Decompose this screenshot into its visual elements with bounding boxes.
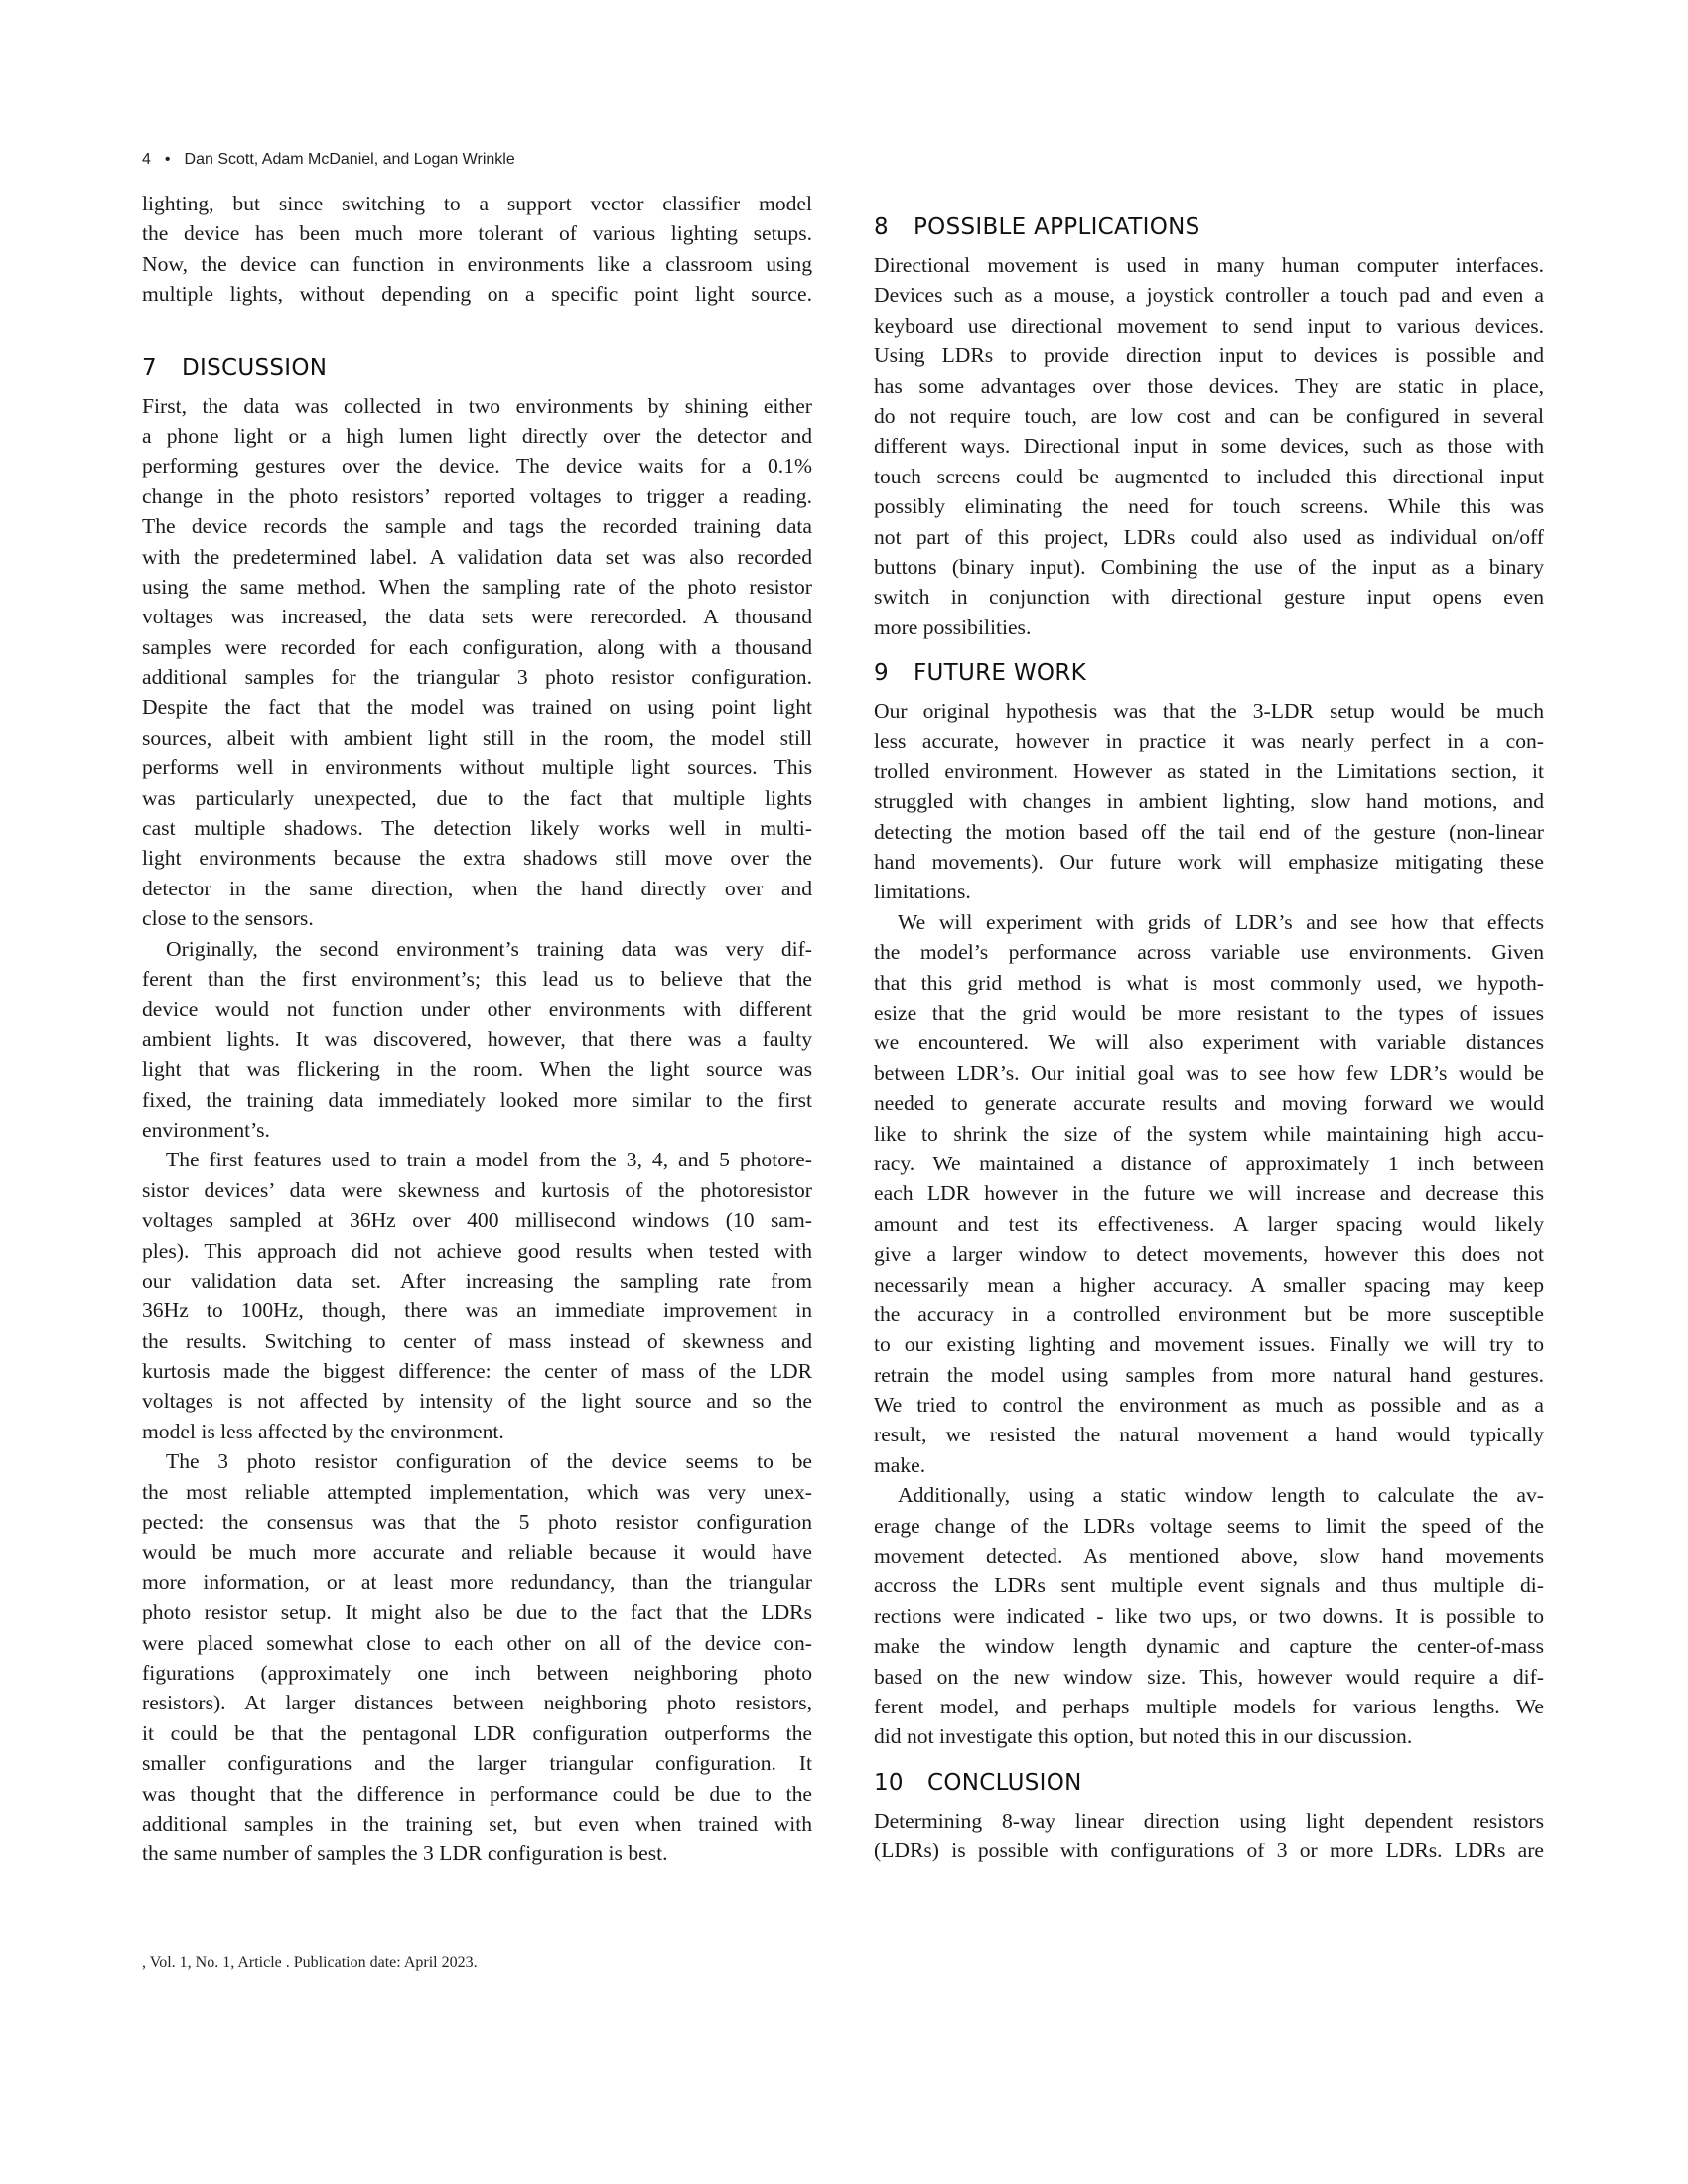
- text-line: Our original hypothesis was that the 3-LDR setup would be much: [874, 699, 1544, 724]
- text-line: Originally, the second environment’s training data was very dif-: [166, 936, 812, 961]
- text-line: voltages was increased, the data sets were rerecorded. A thousand: [142, 605, 812, 629]
- text-line: Despite the fact that the model was trained on using point light: [142, 695, 812, 720]
- section-title: CONCLUSION: [927, 1769, 1082, 1796]
- text-line: the results. Switching to center of mass instead of skewness and: [142, 1328, 812, 1353]
- text-line: multiple lights, without depending on a specific point light source.: [142, 282, 812, 307]
- text-line: resistors). At larger distances between neighboring photo resistors,: [142, 1691, 812, 1715]
- section-number: 10: [874, 1769, 904, 1796]
- text-line: lighting, but since switching to a support vector classifier model: [142, 192, 812, 215]
- text-line: smaller configurations and the larger triangular configuration. It: [142, 1751, 812, 1776]
- text-line: Devices such as a mouse, a joystick controller a touch pad and even a: [874, 283, 1544, 308]
- text-line: kurtosis made the biggest difference: the center of mass of the LDR: [142, 1359, 812, 1384]
- text-line: the same number of samples the 3 LDR configuration is best.: [142, 1842, 668, 1866]
- text-line: detecting the motion based off the tail end of the gesture (non-linear: [874, 819, 1544, 844]
- text-line: necessarily mean a higher accuracy. A smaller spacing may keep: [874, 1272, 1544, 1297]
- text-line: amount and test its effectiveness. A larger spacing would likely: [874, 1211, 1544, 1236]
- text-line: racy. We maintained a distance of approximately 1 inch between: [874, 1151, 1544, 1175]
- text-line: ambient lights. It was discovered, however, that there was a faulty: [142, 1026, 812, 1051]
- left-column: [142, 189, 812, 1869]
- text-line: accross the LDRs sent multiple event signals and thus multiple di-: [874, 1573, 1544, 1598]
- body-paragraph: [142, 391, 812, 934]
- text-line: result, we resisted the natural movement a hand would typically: [874, 1423, 1544, 1447]
- conclusion-body: [874, 1806, 1544, 1866]
- text-line: with the predetermined label. A validation data set was also recorded: [142, 544, 812, 569]
- text-line: ples). This approach did not achieve good results when tested with: [142, 1238, 812, 1263]
- text-line: movement detected. As mentioned above, slow hand movements: [874, 1544, 1544, 1569]
- text-line: retrain the model using samples from more natural hand gestures.: [874, 1362, 1544, 1387]
- section-heading-future-work: [874, 656, 1544, 696]
- text-line: change in the photo resistors’ reported voltages to trigger a reading.: [142, 483, 812, 508]
- text-line: First, the data was collected in two environments by shining either: [142, 393, 812, 418]
- section-heading-conclusion: [874, 1766, 1544, 1806]
- text-line: (LDRs) is possible with configurations of 3 or more LDRs. LDRs are: [874, 1839, 1544, 1863]
- author-list: Dan Scott, Adam McDaniel, and Logan Wrinkle: [184, 151, 515, 168]
- text-line: struggled with changes in ambient lighting, slow hand motions, and: [874, 789, 1544, 814]
- text-line: limitations.: [874, 880, 971, 904]
- text-line: detector in the same direction, when the hand directly over and: [142, 876, 812, 900]
- text-line: sistor devices’ data were skewness and kurtosis of the photoresistor: [142, 1177, 812, 1202]
- section-title: DISCUSSION: [182, 354, 328, 381]
- text-line: a phone light or a high lumen light directly over the detector and: [142, 423, 812, 448]
- text-line: did not investigate this option, but noted this in our discussion.: [874, 1724, 1413, 1749]
- text-line: pected: the consensus was that the 5 photo resistor configuration: [142, 1510, 812, 1535]
- text-line: make.: [874, 1452, 926, 1477]
- text-line: buttons (binary input). Combining the use of the input as a binary: [874, 554, 1544, 579]
- text-line: light that was flickering in the room. When the light source was: [142, 1057, 812, 1082]
- text-line: not part of this project, LDRs could also used as individual on/off: [874, 524, 1544, 549]
- right-column: [874, 210, 1544, 1866]
- text-line: each LDR however in the future we will increase and decrease this: [874, 1181, 1544, 1206]
- text-line: give a larger window to detect movements, however this does not: [874, 1242, 1544, 1267]
- text-line: additional samples for the triangular 3 photo resistor configuration.: [142, 665, 812, 690]
- section-number: 9: [874, 660, 889, 687]
- text-line: Now, the device can function in environments like a classroom using: [142, 251, 812, 276]
- text-line: close to the sensors.: [142, 906, 314, 931]
- intro-continuation-paragraph: [142, 189, 812, 310]
- section-title: FUTURE WORK: [914, 660, 1086, 687]
- text-line: erage change of the LDRs voltage seems to limit the speed of the: [874, 1513, 1544, 1538]
- text-line: ferent than the first environment’s; this lead us to believe that the: [142, 966, 812, 991]
- text-line: the most reliable attempted implementation, which was very unex-: [142, 1479, 812, 1504]
- text-line: to our existing lighting and movement issues. Finally we will try to: [874, 1332, 1544, 1357]
- text-line: model is less affected by the environment.: [142, 1419, 504, 1443]
- text-line: additional samples in the training set, but even when trained with: [142, 1811, 812, 1836]
- text-line: has some advantages over those devices. They are static in place,: [874, 373, 1544, 398]
- text-line: make the window length dynamic and capture the center-of-mass: [874, 1634, 1544, 1659]
- text-line: do not require touch, are low cost and can be configured in several: [874, 403, 1544, 428]
- text-line: fixed, the training data immediately looked more similar to the first: [142, 1087, 812, 1112]
- body-paragraph: [874, 1806, 1544, 1866]
- body-paragraph: [142, 1145, 812, 1446]
- body-paragraph: [142, 1446, 812, 1868]
- text-line: The 3 photo resistor configuration of the device seems to be: [166, 1449, 812, 1474]
- text-line: using the same method. When the sampling rate of the photo resistor: [142, 574, 812, 599]
- text-line: performs well in environments without multiple light sources. This: [142, 755, 812, 780]
- discussion-body: [142, 391, 812, 1869]
- section-heading-possible-applications: [874, 210, 1544, 250]
- text-line: the accuracy in a controlled environment but be more susceptible: [874, 1301, 1544, 1326]
- text-line: esize that the grid would be more resistant to the types of issues: [874, 1000, 1544, 1024]
- text-line: between LDR’s. Our initial goal was to see how few LDR’s would be: [874, 1060, 1544, 1085]
- text-line: like to shrink the size of the system while maintaining high accu-: [874, 1121, 1544, 1146]
- body-paragraph: [874, 1480, 1544, 1752]
- text-line: was thought that the difference in performance could be due to the: [142, 1781, 812, 1806]
- section-heading-discussion: [142, 351, 812, 391]
- text-line: was particularly unexpected, due to the fact that multiple lights: [142, 785, 812, 810]
- text-line: trolled environment. However as stated in the Limitations section, it: [874, 758, 1544, 783]
- text-line: keyboard use directional movement to send input to various devices.: [874, 313, 1544, 338]
- header-separator: •: [164, 151, 171, 168]
- text-line: performing gestures over the device. The device waits for a 0.1%: [142, 454, 812, 478]
- text-line: ferent model, and perhaps multiple models for various lengths. We: [874, 1694, 1544, 1718]
- text-line: Determining 8-way linear direction using light dependent resistors: [874, 1808, 1544, 1833]
- text-line: 36Hz to 100Hz, though, there was an immediate improvement in: [142, 1298, 812, 1323]
- body-paragraph: [874, 250, 1544, 642]
- text-line: we encountered. We will also experiment with variable distances: [874, 1030, 1544, 1055]
- section-number: 7: [142, 354, 157, 381]
- text-line: voltages is not affected by intensity of the light source and so the: [142, 1389, 812, 1414]
- text-line: environment’s.: [142, 1117, 270, 1142]
- text-line: the model’s performance across variable use environments. Given: [874, 940, 1544, 965]
- text-line: switch in conjunction with directional gesture input opens even: [874, 585, 1544, 610]
- text-line: photo resistor setup. It might also be due to the fact that the LDRs: [142, 1600, 812, 1625]
- body-paragraph: [874, 907, 1544, 1480]
- text-line: touch screens could be augmented to included this directional input: [874, 464, 1544, 488]
- body-paragraph: [142, 934, 812, 1146]
- text-line: The device records the sample and tags the recorded training data: [142, 514, 812, 539]
- future-work-body: [874, 696, 1544, 1752]
- publication-footer: , Vol. 1, No. 1, Article . Publication date: April 2023.: [142, 1954, 478, 1971]
- text-line: sources, albeit with ambient light still in the room, the model still: [142, 725, 812, 750]
- text-line: We will experiment with grids of LDR’s and see how that effects: [898, 909, 1544, 934]
- body-paragraph: [874, 696, 1544, 907]
- text-line: possibly eliminating the need for touch screens. While this was: [874, 494, 1544, 519]
- text-line: based on the new window size. This, however would require a dif-: [874, 1664, 1544, 1689]
- text-line: our validation data set. After increasing the sampling rate from: [142, 1268, 812, 1293]
- text-line: light environments because the extra shadows still move over the: [142, 846, 812, 871]
- text-line: samples were recorded for each configuration, along with a thousand: [142, 634, 812, 659]
- text-line: more information, or at least more redundancy, than the triangular: [142, 1570, 812, 1594]
- text-line: Using LDRs to provide direction input to devices is possible and: [874, 343, 1544, 368]
- text-line: were placed somewhat close to each other on all of the device con-: [142, 1630, 812, 1655]
- running-header: [142, 151, 515, 169]
- text-line: cast multiple shadows. The detection likely works well in multi-: [142, 816, 812, 841]
- text-line: Additionally, using a static window length to calculate the av-: [898, 1483, 1544, 1508]
- text-line: it could be that the pentagonal LDR configuration outperforms the: [142, 1720, 812, 1745]
- text-line: figurations (approximately one inch between neighboring photo: [142, 1660, 812, 1685]
- text-line: less accurate, however in practice it was nearly perfect in a con-: [874, 729, 1544, 753]
- text-line: would be much more accurate and reliable because it would have: [142, 1540, 812, 1565]
- text-line: needed to generate accurate results and moving forward we would: [874, 1091, 1544, 1116]
- page-number: 4: [142, 151, 151, 168]
- text-line: Directional movement is used in many human computer interfaces.: [874, 253, 1544, 277]
- section-title: POSSIBLE APPLICATIONS: [914, 214, 1200, 240]
- text-line: We tried to control the environment as much as possible and as a: [874, 1393, 1544, 1418]
- text-line: more possibilities.: [874, 614, 1032, 639]
- text-line: device would not function under other environments with different: [142, 997, 812, 1022]
- text-line: that this grid method is what is most commonly used, we hypoth-: [874, 970, 1544, 995]
- applications-body: [874, 250, 1544, 642]
- text-line: rections were indicated - like two ups, or two downs. It is possible to: [874, 1603, 1544, 1628]
- text-line: voltages sampled at 36Hz over 400 millisecond windows (10 sam-: [142, 1208, 812, 1233]
- text-line: The first features used to train a model from the 3, 4, and 5 photore-: [166, 1148, 812, 1172]
- text-line: different ways. Directional input in some devices, such as those with: [874, 434, 1544, 459]
- text-line: hand movements). Our future work will emphasize mitigating these: [874, 850, 1544, 875]
- section-number: 8: [874, 214, 889, 240]
- text-line: the device has been much more tolerant of various lighting setups.: [142, 221, 812, 246]
